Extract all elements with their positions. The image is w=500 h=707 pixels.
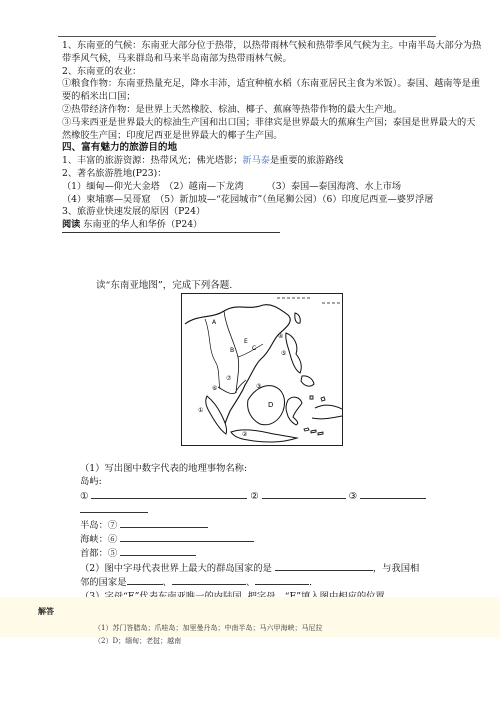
new-guinea-coast [312,405,342,419]
tourism-sites-title: 2、著名旅游胜地(P23)： [62,167,167,179]
map-drawing [182,294,342,445]
neighbor-blank-1[interactable] [127,575,163,585]
map-label-6: ⑥ [212,385,218,392]
question-intro: 读“东南亚地图”，完成下列各题. [96,280,233,291]
border-2 [205,319,220,389]
peninsula-line [80,518,485,532]
agri-note-2: ②热带经济作物：是世界上天然橡胶、棕油、椰子、蕉麻等热带作物的最大生产地。 [62,103,402,115]
map-label-3: ③ [256,383,262,390]
tourism-sites-line-2: （4）柬埔寨—吴哥窟 （5）新加坡—“花园城市”（鱼尾狮公园）（6）印度尼西亚—婆罗浮屠 [62,193,434,205]
question-2-part-d: 、 [162,577,172,589]
archipelago-country-blank[interactable] [275,561,373,571]
reading-label: 阅读 [62,219,81,231]
island-blank-2[interactable] [262,489,346,499]
tourism-resources [62,155,482,168]
islands-label: 岛屿: [80,476,102,488]
agri-title: 2、东南亚的农业： [62,65,142,77]
question-2-part-e: 、 [245,577,256,589]
question-2-line-2 [80,575,485,589]
answer-body [94,622,322,648]
capital-blank[interactable] [120,546,196,556]
reading-text: 东南亚的华人和华侨（P24） [83,219,203,231]
taiwan-island [295,313,300,323]
question-2-part-a: （2）图中字母代表世界上最大的群岛国家的是 [80,562,272,574]
island-blank-1[interactable] [91,489,247,499]
capital-label: 首都：⑤ [80,548,118,560]
island-blank-3-wrap[interactable] [80,503,148,513]
islands-answer-wrap [80,503,485,517]
question-2-part-b: ，与我国相 [372,562,420,574]
section-4-heading: 四、富有魅力的旅游目的地 [62,142,178,154]
border-3 [238,344,263,357]
sulawesi-island [286,397,302,425]
islands-answer-line [80,489,485,503]
island-mark-1: ① [80,490,89,502]
peninsula-label: 半岛：⑦ [80,519,118,531]
question-section [80,462,485,603]
sumatra-island [206,396,227,434]
neighbor-blank-2[interactable] [172,575,246,585]
neighbor-blank-3[interactable] [255,575,309,585]
map-label-b: B [230,347,235,354]
tourism-route-highlight: 新马泰 [242,155,270,167]
tourism-resources-prefix: 1、丰富的旅游资源：热带风光；佛光塔影； [62,155,243,167]
map-label-7: ⑦ [226,375,232,382]
reading-underline [62,219,280,233]
island-mark-2: ② [250,490,259,502]
notes-section [62,40,482,233]
question-2-part-f: ． [309,577,319,589]
strait-label: 海峡：⑥ [80,534,118,546]
frame-dash-top [277,298,340,303]
answer-title: 解答 [38,607,54,616]
map-label-5: ⑤ [281,350,287,357]
answer-line-1: （1）苏门答腊岛；爪哇岛；加里曼丹岛；中南半岛；马六甲海峡；马尼拉 [94,624,323,632]
agri-note-1: ①粮食作物：东南亚热量充足，降水丰沛，适宜种植水稻（东南亚居民主食为米饭）。泰国、越南等是重要的稻米出口国； [62,78,481,103]
strait-blank[interactable] [120,532,254,542]
map-label-c: C [252,345,257,352]
java-island [231,430,297,442]
question-1: （1）写出图中数字代表的地理事物名称: [80,463,248,474]
tourism-sites-line-1: （1）缅甸—仰光大金塔 （2）越南—下龙湾 （3）泰国—泰国海湾、水上市场 [62,180,402,192]
borneo-island [248,386,285,425]
question-2-line-1 [80,561,485,575]
answer-line-2: （2）D；缅甸；老挝；越南 [94,637,182,645]
map-label-d: D [268,401,274,409]
map-label-a: A [212,319,217,326]
island-mark-3: ③ [348,490,357,502]
capital-line [80,546,485,560]
map-label-1: ① [198,407,204,414]
top-rule [58,36,436,37]
map-label-4: ④ [278,333,284,340]
agri-note-3: ③马来西亚是世界最大的棕油生产国和出口国；菲律宾是世界最大的蕉麻生产国；泰国是世界最大的天然橡胶生产国；印度尼西亚是世界最大的椰子生产国。 [62,116,476,141]
climate-note: 1、东南亚的气候：东南亚大部分位于热带，以热带雨林气候和热带季风气候为主。中南半岛大部分为热带季风气候，马来群岛和马来半岛南部为热带雨林气候。 [62,40,482,64]
map-label-2: ② [242,431,248,438]
tourism-resources-suffix: 是重要的旅游路线 [269,155,344,167]
island-blank-3[interactable] [360,489,426,499]
mindanao-island [301,376,314,386]
tourism-growth-reason: 3、旅游业快速发展的原因（P24） [62,206,206,218]
map-label-e: E [244,338,248,345]
peninsula-blank[interactable] [120,518,208,528]
reading-line [62,219,482,233]
strait-line [80,532,485,546]
question-2-part-c: 邻的国家是 [80,577,127,589]
southeast-asia-map [181,293,343,446]
philippines-islands [286,333,301,373]
small-islands [304,396,325,435]
